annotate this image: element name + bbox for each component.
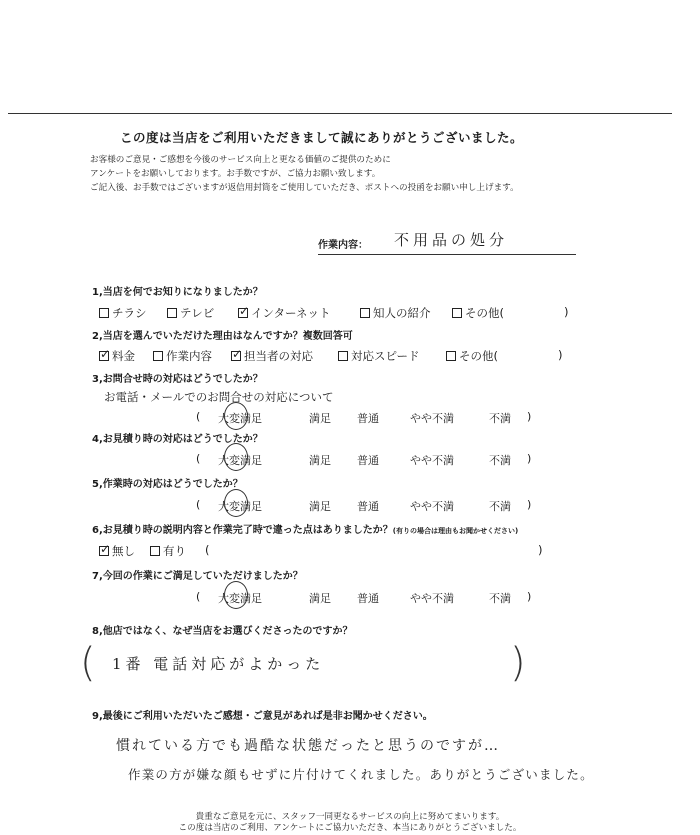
q6-note: (有りの場合は理由もお聞かせください)	[392, 527, 519, 535]
q9-answer-line-1[interactable]: 慣れている方でも過酷な状態だったと思うのですが…	[116, 738, 500, 754]
q2-option-other[interactable]: その他(	[446, 348, 498, 364]
q6-reason-close: )	[538, 543, 543, 557]
q5-scale-close: )	[527, 498, 532, 511]
q3-scale-somewhat-dissatisfied[interactable]: やや不満	[410, 412, 454, 425]
q5-scale-satisfied[interactable]: 満足	[309, 500, 331, 513]
q2-question: 2,当店を選んでいただけた理由はなんですか？複数回答可	[92, 331, 353, 342]
q8-answer-paren-left: (	[80, 640, 96, 686]
q7-selection-circle	[224, 581, 248, 609]
intro-line-1: お客様のご意見・ご感想を今後のサービス向上と更なる価値のご提供のために	[90, 155, 391, 165]
q1-checkbox-tv[interactable]	[167, 308, 177, 318]
q1-other-close: )	[564, 305, 569, 319]
q3-question: 3,お問合せ時の対応はどうでしたか？	[92, 374, 263, 385]
q2-checkbox-work[interactable]	[153, 351, 163, 361]
q3-scale-dissatisfied[interactable]: 不満	[489, 412, 511, 425]
q4-scale-satisfied[interactable]: 満足	[309, 454, 331, 467]
q1-option-other[interactable]: その他(	[452, 305, 504, 321]
q1-question: 1,当店を何でお知りになりましたか？	[92, 287, 263, 298]
q4-scale-open: (	[196, 452, 201, 465]
q2-checkbox-price[interactable]	[99, 351, 109, 361]
q7-scale-open: (	[196, 590, 201, 603]
q4-selection-circle	[224, 443, 248, 471]
q2-checkbox-other[interactable]	[446, 351, 456, 361]
work-label: 作業内容：	[318, 240, 368, 251]
intro-line-3: ご記入後、お手数ではございますが返信用封筒をご使用していただき、ポストへの投函をお願い申し上げます。	[90, 183, 519, 193]
q7-question: 7,今回の作業にご満足していただけましたか？	[92, 571, 303, 582]
footer-line-2: この度は当店のご利用、アンケートにご協力いただき、本当にありがとうございました。	[178, 823, 522, 833]
q2-other-close: )	[558, 348, 563, 362]
q6-question: 6,お見積り時の説明内容と作業完了時で違った点はありましたか？(有りの場合は理由もお聞かせください)	[92, 525, 519, 536]
q7-scale-neutral[interactable]: 普通	[357, 592, 379, 605]
q7-scale-close: )	[527, 590, 532, 603]
q2-checkbox-staff[interactable]	[231, 351, 241, 361]
work-underline	[318, 254, 576, 255]
q9-question: 9,最後にご利用いただいたご感想・ご意見があれば是非お聞かせください。	[92, 711, 433, 722]
q7-scale-dissatisfied[interactable]: 不満	[489, 592, 511, 605]
q8-question: 8,他店ではなく、なぜ当店をお選びくださったのですか？	[92, 626, 353, 637]
q3-scale-open: (	[196, 410, 201, 423]
q3-scale-satisfied[interactable]: 満足	[309, 412, 331, 425]
q2-option-speed[interactable]: 対応スピード	[338, 348, 420, 364]
q5-scale-very-satisfied[interactable]: 大変満足	[218, 500, 262, 513]
q5-scale-open: (	[196, 498, 201, 511]
q3-subtitle: お電話・メールでのお問合せの対応について	[104, 390, 334, 404]
q7-scale-very-satisfied[interactable]: 大変満足	[218, 592, 262, 605]
q4-scale-dissatisfied[interactable]: 不満	[489, 454, 511, 467]
top-rule	[8, 113, 672, 114]
q3-scale-neutral[interactable]: 普通	[357, 412, 379, 425]
survey-title: この度は当店をご利用いただきまして誠にありがとうございました。	[120, 130, 524, 145]
q5-question: 5,作業時の対応はどうでしたか？	[92, 479, 243, 490]
q8-answer-paren-right: )	[510, 640, 526, 686]
q5-scale-dissatisfied[interactable]: 不満	[489, 500, 511, 513]
footer-line-1: 貴重なご意見を元に、スタッフ一同更なるサービスの向上に努めてまいります。	[195, 812, 505, 822]
q6-checkbox-none[interactable]	[99, 546, 109, 556]
q4-scale-somewhat-dissatisfied[interactable]: やや不満	[410, 454, 454, 467]
q1-checkbox-flyer[interactable]	[99, 308, 109, 318]
q2-option-work[interactable]: 作業内容	[153, 348, 212, 364]
q5-selection-circle	[224, 489, 248, 517]
q8-answer[interactable]: 1番 電話対応がよかった	[112, 655, 325, 673]
q1-checkbox-internet[interactable]	[238, 308, 248, 318]
q1-option-tv[interactable]: テレビ	[167, 305, 214, 321]
q4-question: 4,お見積り時の対応はどうでしたか？	[92, 434, 263, 445]
q1-checkbox-other[interactable]	[452, 308, 462, 318]
q4-scale-close: )	[527, 452, 532, 465]
q6-reason-open: (	[205, 543, 210, 557]
intro-line-2: アンケートをお願いしております。お手数ですが、ご協力お願い致します。	[90, 169, 381, 179]
q9-answer-line-2[interactable]: 作業の方が嫌な顔もせずに片付けてくれました。ありがとうございました。	[128, 767, 594, 782]
q1-option-flyer[interactable]: チラシ	[99, 305, 147, 321]
q2-checkbox-speed[interactable]	[338, 351, 348, 361]
work-value: 不用品の処分	[394, 231, 509, 249]
q4-scale-very-satisfied[interactable]: 大変満足	[218, 454, 262, 467]
q1-checkbox-referral[interactable]	[360, 308, 370, 318]
q6-option-yes[interactable]: 有り	[150, 543, 186, 559]
q7-scale-satisfied[interactable]: 満足	[309, 592, 331, 605]
q3-selection-circle	[224, 402, 248, 430]
q7-scale-somewhat-dissatisfied[interactable]: やや不満	[410, 592, 454, 605]
q1-option-internet[interactable]: ✓ インターネット	[238, 305, 330, 321]
q1-option-referral[interactable]: 知人の紹介	[360, 305, 431, 321]
q2-option-staff[interactable]: ✓ 担当者の対応	[231, 348, 313, 364]
q6-option-none[interactable]: ✓無し	[99, 543, 135, 559]
q6-checkbox-yes[interactable]	[150, 546, 160, 556]
q4-scale-neutral[interactable]: 普通	[357, 454, 379, 467]
q5-scale-somewhat-dissatisfied[interactable]: やや不満	[410, 500, 454, 513]
q3-scale-very-satisfied[interactable]: 大変満足	[218, 412, 262, 425]
q3-scale-close: )	[527, 410, 532, 423]
q2-option-price[interactable]: ✓料金	[99, 348, 135, 364]
q5-scale-neutral[interactable]: 普通	[357, 500, 379, 513]
